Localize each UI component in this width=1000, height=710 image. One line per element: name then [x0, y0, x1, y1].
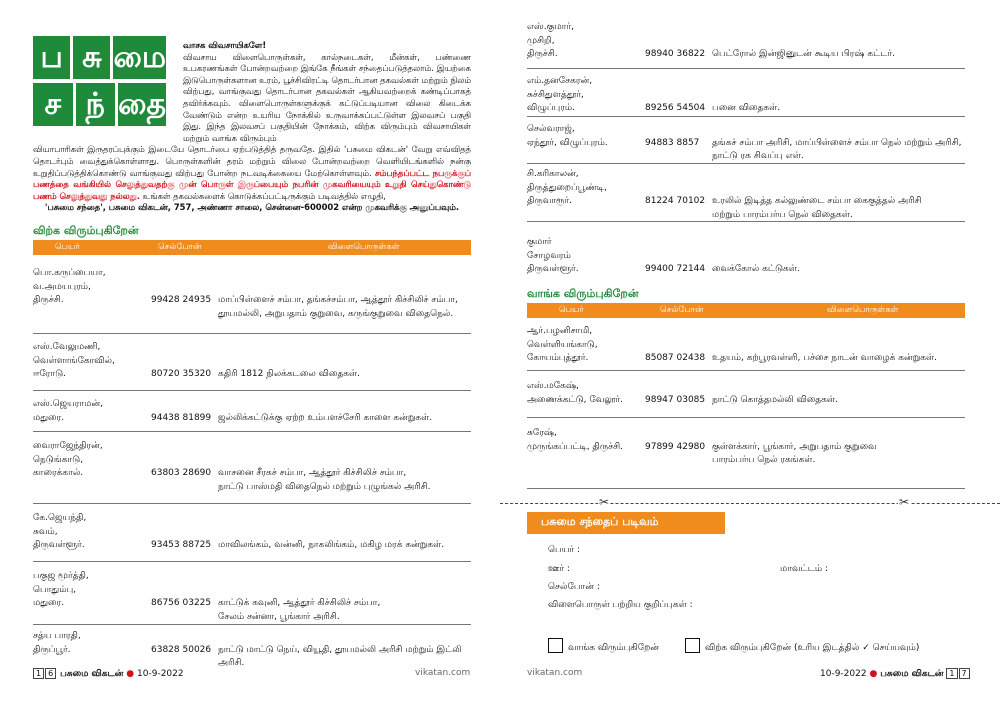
listing-name-line: வ.அமயபுரம், — [33, 281, 91, 292]
listing-produce-line: மாவிலங்கம், வன்னி, நாகலிங்கம், மகிழ மரக் கன்றுகள். — [218, 540, 445, 550]
listing-produce — [712, 441, 962, 468]
listing-name-line: வெள்ளாங்கோவில், — [33, 355, 115, 366]
listing-produce-line: ஜல்லிக்கட்டுக்கு ஏற்ற உம்பளச்சேரி காளை கன்றுகள். — [218, 412, 433, 423]
listing-name — [33, 267, 148, 308]
listing-phone: 97899 42980 — [645, 441, 706, 452]
listing-name-line: சி.கரிகாலன், — [527, 169, 579, 179]
listing-name-line: விழுப்புரம். — [527, 103, 576, 113]
form-district-label: மாவட்டம் : — [780, 564, 829, 574]
logo-letter: ப — [33, 36, 70, 79]
listing-phone: 86756 03225 — [151, 598, 212, 608]
listing-produce-line: சேலம் சன்னா, பூங்கார் அரிசி. — [218, 611, 340, 622]
listing-produce-line: மற்றும் பாரம்பர்ய நெல் விதைகள். — [712, 209, 853, 220]
listing-produce — [712, 263, 962, 277]
page-number: 1 — [33, 668, 44, 679]
logo-letter: சு — [73, 36, 110, 79]
listing-name-line: சத்ய பாரதி, — [33, 631, 81, 641]
listing-produce-line: வைக்கோல் கட்டுகள். — [712, 264, 800, 274]
listing-name — [527, 123, 642, 150]
row-divider — [527, 221, 965, 222]
listing-name — [527, 380, 642, 407]
listing-name-line: காரைக்கால். — [33, 468, 84, 478]
listing-phone: 99428 24935 — [151, 295, 212, 305]
listing-name-line: திருவள்ளூர். — [33, 540, 85, 550]
row-divider — [33, 333, 471, 334]
form-title: பசுமை சந்தைப் படிவம் — [527, 512, 725, 534]
logo-letter: மை — [113, 36, 166, 79]
listing-phone: 81224 70102 — [645, 196, 706, 206]
listing-name-line: திருவள்ளூர். — [527, 264, 579, 274]
listing-produce — [712, 195, 962, 222]
cut-line — [500, 503, 1000, 504]
listing-phone: 94883 8857 — [645, 137, 700, 148]
logo-letter: தை — [118, 83, 166, 126]
listing-produce — [218, 597, 468, 624]
listing-produce — [712, 352, 962, 366]
row-divider — [527, 370, 965, 371]
listing-produce-line: நாட்டு மாட்டு நெய், வியூதி, தூயமல்லி அரிசி மற்றும் இட்லி அரிசி. — [218, 644, 462, 668]
listing-produce-line: குள்ளக்கார், பூங்கார், அறுபதாம் குறுவை — [712, 441, 877, 452]
listing-produce-line: காட்டுக் கவுனி, ஆத்தூர் கிச்சிலிச் சம்பா, — [218, 598, 381, 608]
bullet-icon: ● — [869, 669, 878, 679]
header-name: பெயர் — [559, 305, 584, 315]
listing-produce-line: கதிரி 1812 நிலக்கடலை விதைகள். — [218, 369, 361, 379]
listing-produce — [218, 412, 468, 426]
listing-name-line: நெடுங்காடு, — [33, 454, 84, 465]
footer-url[interactable]: vikatan.com — [527, 668, 583, 678]
listing-produce-line: தங்கச் சம்பா அரிசி, மாப்பிள்ளைச் சம்பா நெல் மற்றும் அரிசி, — [712, 137, 962, 148]
header-name: பெயர் — [55, 242, 80, 252]
listing-name-line: ஏந்தூர், விழுப்புரம். — [527, 137, 608, 148]
buy-checkbox[interactable] — [548, 638, 563, 653]
listing-phone: 98940 36822 — [645, 49, 706, 59]
listing-produce-line: நாட்டு கொத்தமல்லி விதைகள். — [712, 394, 838, 405]
listing-produce-line: நாட்டு பாஸ்மதி விதைநெல் மற்றும் புழுங்கல் அரிசி. — [218, 481, 431, 492]
row-divider — [527, 488, 965, 489]
listing-name-line: எஸ்.குமார், — [527, 22, 575, 32]
issue-date: 10-9-2022 — [137, 669, 184, 679]
scissors-icon: ✂ — [599, 495, 610, 509]
listing-name-line: பகுஜ மூர்த்தி, — [33, 571, 89, 581]
listing-name — [33, 630, 148, 657]
row-divider — [33, 561, 471, 562]
listing-name — [33, 398, 148, 425]
listing-produce-line: பாரம்பர்ய நெல் ரகங்கள். — [712, 455, 816, 465]
listing-produce-line: உரலில் இடித்த கல்லுண்டை சம்பா கைகுத்தல் அரிசி — [712, 196, 922, 206]
magazine-name: பசுமை விகடன் — [60, 669, 124, 679]
listing-name-line: கோயம்புத்தூர். — [527, 353, 589, 363]
listing-phone: 93453 88725 — [151, 540, 212, 550]
listing-phone: 98947 03085 — [645, 394, 706, 405]
listing-produce — [712, 137, 962, 164]
listing-phone: 63803 28690 — [151, 468, 212, 478]
listing-name — [33, 512, 148, 553]
sell-section-title: விற்க விரும்புகிறேன் — [33, 224, 139, 237]
row-divider — [33, 624, 471, 625]
issue-date: 10-9-2022 — [820, 669, 867, 679]
intro-warning: சம்பந்தப்பட்ட நபருக்குப் பணத்தை வங்கியில் செலுத்துவதற்கு முன் பொருள் இருப்பையும் நபரின் முகவரியையும் உறுதி செய்துகொண்டு பணம் செலுத்துவது நல்லது. — [33, 167, 471, 201]
footer-left — [33, 668, 184, 680]
listing-produce — [218, 467, 468, 494]
listing-name-line: சுச்சிதுளத்தூர், — [527, 89, 584, 100]
listing-name-line: எம்.தனசேகரன், — [527, 76, 593, 86]
listing-name-line: சோழவரம் — [527, 250, 571, 261]
header-produce: விளைபொருள்கள் — [827, 305, 899, 315]
listing-name-line: முசிறி, — [527, 35, 555, 46]
form-town-label: ஊர் : — [548, 564, 570, 574]
listing-produce-line: மாப்பிள்ளைச் சம்பா, தங்கச்சம்பா, ஆத்தூர் கிச்சிலிச் சம்பா, — [218, 295, 458, 305]
listing-produce — [218, 368, 468, 382]
listing-produce-line: பனை விதைகள். — [712, 103, 781, 113]
listing-name-line: பொதும்பு, — [33, 584, 77, 595]
logo-letter: ச — [33, 83, 73, 126]
listing-name-line: கே.ஜெயந்தி, — [33, 513, 87, 523]
page-number: 7 — [959, 668, 970, 679]
listing-produce — [712, 48, 962, 62]
listing-produce — [218, 294, 468, 321]
intro-address: 'பசுமை சந்தை', பசுமை விகடன், 757, அண்ணா சாலை, சென்னை-600002 என்ற முகவரிக்கு அனுப்பவும். — [44, 202, 460, 213]
sell-checkbox[interactable] — [685, 638, 700, 653]
listing-produce-line: தூயமல்லி, அறுபதாம் குறுவை, கருங்குறுவை விதைநெல். — [218, 308, 454, 319]
row-divider — [527, 68, 965, 69]
footer-url[interactable]: vikatan.com — [415, 668, 471, 678]
listing-name — [527, 75, 642, 116]
intro-paragraph-2 — [33, 144, 471, 202]
listing-name — [527, 427, 642, 454]
listing-phone: 85087 02438 — [645, 353, 706, 363]
listing-name-line: எஸ்.வேலுமணி, — [33, 342, 101, 352]
listing-name-line: திருச்சி. — [527, 49, 558, 59]
intro-paragraph-1: விவசாய விளைபொருள்கள், கால்நடைகள், மீன்கள், பண்ணை உபகரணங்கள் போன்றவற்றை இங்கே நீங்கள் சந்தைப்படுத்தலாம். இயற்கை இடுபொருள்களான உரம், பூச்சிவிரட்டி தொடர்பான தகவல்கள் மற்றும் நிலம் விற்பது, வாங்குவது தொடர்பான தகவல்கள் ஆகியவற்றைக் கண்டிப்பாகத் தவிர்க்கவும். விளைபொருள்களுக்குக் கட்டுப்படியான விலை கிடைக்க வேண்டும் என்ற உயரிய நோக்கில் உருவாக்கப்பட்டுள்ள இலவசப் பகுதி இது. இந்த இலவசப் பகுதியின் நோக்கம், விற்க விரும்பும் விவசாயிகள் மற்றும் வாங்க விரும்பும் — [183, 51, 471, 143]
listing-name-line: மதுரை. — [33, 598, 65, 608]
listing-name-line: ஈரோடு. — [33, 369, 66, 379]
listing-produce — [218, 539, 468, 553]
row-divider — [527, 417, 965, 418]
listing-name — [527, 325, 642, 366]
listing-name-line: திருச்சி. — [33, 295, 64, 305]
listing-phone: 94438 81899 — [151, 412, 212, 423]
listing-produce — [712, 102, 962, 116]
listing-name — [33, 440, 148, 481]
listing-name-line: வைராஜேந்திரன், — [33, 441, 103, 451]
listing-phone: 99400 72144 — [645, 264, 706, 274]
row-divider — [527, 116, 965, 117]
listing-phone: 63828 50026 — [151, 644, 212, 655]
listing-produce-line: நாட்டு ரக சிவப்பு எள். — [712, 151, 804, 161]
buy-option-label: வாங்க விரும்புகிறேன் — [568, 643, 659, 653]
listing-name-line: அணைக்கட்டு, வேலூர். — [527, 394, 623, 405]
footer-right — [820, 668, 971, 680]
header-produce: விளைபொருள்கள் — [328, 242, 400, 252]
intro-tail: உங்கள் தகவல்களைக் கொடுக்கப்பட்டிருக்கும் படிவத்தில் எழுதி, — [142, 190, 386, 201]
listing-name-line: திருப்பூர். — [33, 644, 71, 655]
listing-name-line: சுவம், — [33, 526, 58, 537]
buy-table-header — [527, 303, 965, 318]
listing-name-line: எஸ்.மகேஷ், — [527, 381, 579, 391]
listing-name-line: செல்வராஜ், — [527, 124, 575, 134]
listing-produce-line: உதயம், கற்பூரவள்ளி, பச்சை நாடன் வாழைக் கன்றுகள். — [712, 353, 937, 363]
listing-produce-line: பெட்ரோல் இன்ஜினுடன் கூடிய பிரஷ் கட்டர். — [712, 49, 895, 59]
listing-name — [527, 21, 642, 62]
listing-name-line: குமார் — [527, 237, 552, 247]
row-divider — [527, 163, 965, 164]
listing-phone: 80720 35320 — [151, 369, 212, 379]
intro-greeting: வாசக விவசாயிகளே! — [183, 40, 267, 50]
listing-name — [527, 168, 642, 209]
listing-phone: 89256 54504 — [645, 103, 706, 113]
intro-text — [33, 40, 471, 214]
listing-name-line: வெள்ளியங்காடு, — [527, 339, 598, 350]
listing-name — [527, 236, 642, 277]
listing-name-line: பொ.கருப்பையா, — [33, 268, 106, 278]
page-number: 1 — [946, 668, 957, 679]
form-notes-label: விளைபொருள் பற்றிய குறிப்புகள் : — [548, 600, 693, 610]
listing-name — [33, 570, 148, 611]
sell-table-header — [33, 240, 471, 255]
logo-letter: ந் — [76, 83, 116, 126]
form-name-label: பெயர் : — [548, 545, 581, 555]
row-divider — [33, 390, 471, 391]
form-phone-label: செல்போன் : — [548, 582, 600, 592]
listing-name-line: முருங்கப்பட்டி, திருச்சி. — [527, 441, 624, 452]
page-number: 6 — [45, 668, 56, 679]
listing-produce-line: வாசனை சீரகச் சம்பா, ஆத்தூர் கிச்சிலிச் சம்பா, — [218, 468, 407, 478]
header-phone: செல்போன் — [660, 305, 704, 315]
listing-name-line: மதுரை. — [33, 412, 65, 423]
sell-option-label: விற்க விரும்புகிறேன் (உரிய இடத்தில் ✓ செய்யவும்) — [705, 643, 920, 653]
magazine-name: பசுமை விகடன் — [880, 669, 944, 679]
listing-name-line: திருவாரூர். — [527, 196, 573, 206]
listing-produce — [218, 644, 468, 671]
listing-name-line: எஸ்.ஜெயராமன், — [33, 399, 103, 409]
buy-section-title: வாங்க விரும்புகிறேன் — [527, 287, 639, 300]
row-divider — [33, 503, 471, 504]
intro-paragraph-2-text: வியாபாரிகள் இருதரப்புக்கும் இடையே தொடர்பை ஏற்படுத்தித் தருவதே. இதில் 'பசுமை விகடன்' வேறு எவ்விதத் தொடர்பும் வைத்துக்கொள்ளாது. பொருள்களின் தரம் மற்றும் விலை போன்றவற்றை வெளியிடங்களில் நன்கு உறுதிப்படுத்திக்கொண்டு வாங்குவது விற்பது போன்ற நடவடிக்கையை மேற்கொள்ளவும். — [33, 144, 471, 178]
header-phone: செல்போன் — [158, 242, 202, 252]
row-divider — [33, 431, 471, 432]
listing-produce — [712, 394, 962, 408]
scissors-icon: ✂ — [899, 495, 910, 509]
listing-name-line: திருத்துறைப்பூண்டி, — [527, 182, 607, 193]
listing-name-line: சுரேஷ், — [527, 428, 557, 438]
listing-name — [33, 341, 148, 382]
bullet-icon: ● — [126, 669, 135, 679]
listing-name-line: ஆர்.பழனிசாமி, — [527, 326, 593, 336]
